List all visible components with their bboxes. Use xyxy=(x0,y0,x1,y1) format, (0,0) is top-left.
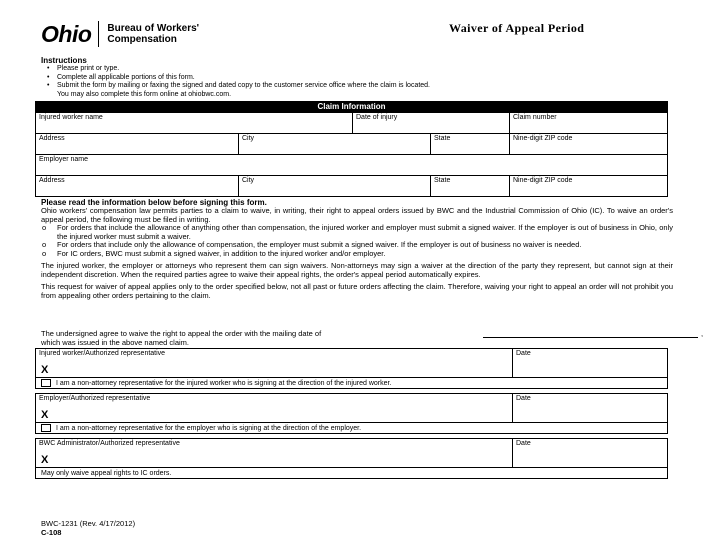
signature-label: BWC Administrator/Authorized representative xyxy=(39,440,180,447)
non-attorney-checkbox-row xyxy=(36,422,667,433)
field-label: Injured worker name xyxy=(39,114,103,121)
date-label: Date xyxy=(516,350,531,357)
bwc-administrator-date-field[interactable] xyxy=(512,439,667,467)
employer-address-field[interactable] xyxy=(36,176,238,196)
option-text: For orders that include only the allowance of compensation, the employer must submit a signed waiver. If the employer is out of business no waiver is needed. xyxy=(57,240,582,249)
form-revision: BWC-1231 (Rev. 4/17/2012) xyxy=(41,519,136,528)
instructions-heading: Instructions xyxy=(41,56,87,65)
waive-comma: , xyxy=(701,329,704,338)
form-title: Waiver of Appeal Period xyxy=(449,21,585,35)
injured-worker-signature-block xyxy=(35,348,668,389)
employer-zip-field[interactable] xyxy=(509,176,667,196)
form-code: C-108 xyxy=(41,528,62,537)
field-label: City xyxy=(242,135,255,142)
instruction-continuation: You may also complete this form online at ohiobwc.com. xyxy=(57,90,232,98)
waiver-information-text xyxy=(41,198,673,300)
field-label: Address xyxy=(39,177,65,184)
employer-date-field[interactable] xyxy=(512,394,667,422)
injured-worker-date-field[interactable] xyxy=(512,349,667,377)
logo-bureau-name xyxy=(107,23,199,45)
signature-x-mark: X xyxy=(41,454,49,466)
bullet-icon: • xyxy=(47,65,50,72)
signature-row xyxy=(36,439,667,467)
instruction-text: Complete all applicable portions of this form. xyxy=(57,73,195,81)
signature-label: Employer/Authorized representative xyxy=(39,395,151,402)
non-attorney-employer-checkbox[interactable] xyxy=(41,424,51,432)
field-label: Employer name xyxy=(39,156,89,163)
waive-statement-line-1: The undersigned agree to waive the right to appeal the order with the mailing date of xyxy=(41,329,322,338)
logo-ohio-text: Ohio xyxy=(41,20,92,47)
signature-x-mark: X xyxy=(41,364,49,376)
option-item xyxy=(41,224,673,241)
option-text: For orders that include the allowance of anything other than compensation, the injured worker and employer must submit a signed waiver. If the employer is out of business in Ohio, only the injured worker must submit a waiver. xyxy=(57,223,673,241)
field-label: Nine-digit ZIP code xyxy=(513,177,573,184)
request-scope-paragraph: This request for waiver of appeal applies only to the order specified below, not all past or future orders affecting the claim. Therefore, waiving your right to appeal an order will not prohibit you from appealing other orders pertaining to the claim. xyxy=(41,282,673,300)
checkbox-label: I am a non-attorney representative for the injured worker who is signing at the direction of the injured worker. xyxy=(56,379,392,387)
ic-orders-note-row xyxy=(36,467,667,478)
injured-worker-name-field[interactable] xyxy=(36,113,352,133)
employer-city-field[interactable] xyxy=(238,176,430,196)
signature-label: Injured worker/Authorized representative xyxy=(39,350,166,357)
circle-bullet-icon: o xyxy=(42,240,47,249)
circle-bullet-icon: o xyxy=(42,248,47,258)
bullet-icon: • xyxy=(47,73,50,81)
employer-state-field[interactable] xyxy=(430,176,509,196)
field-label: Date of injury xyxy=(356,114,398,121)
signature-row xyxy=(36,394,667,422)
worker-address-field[interactable] xyxy=(36,134,238,154)
date-label: Date xyxy=(516,440,531,447)
waive-statement-line-2: which was issued in the above named claim. xyxy=(41,337,189,347)
claim-number-field[interactable] xyxy=(509,113,667,133)
instruction-item xyxy=(41,74,681,83)
read-before-signing-heading: Please read the information below before signing this form. xyxy=(41,198,267,207)
claim-row-2 xyxy=(36,133,667,154)
instruction-text: Submit the form by mailing or faxing the signed and dated copy to the customer service office where the claim is located. xyxy=(57,82,431,89)
signature-x-mark: X xyxy=(41,409,49,421)
bureau-line-1: Bureau of Workers' xyxy=(107,23,200,34)
instructions-list xyxy=(41,65,681,91)
ic-orders-note: May only waive appeal rights to IC orders. xyxy=(41,469,172,477)
employer-name-field[interactable] xyxy=(36,155,667,175)
worker-city-field[interactable] xyxy=(238,134,430,154)
date-label: Date xyxy=(516,395,531,402)
instruction-item xyxy=(41,82,681,91)
non-attorney-worker-checkbox[interactable] xyxy=(41,379,51,387)
claim-information-box xyxy=(35,101,668,197)
mailing-date-input[interactable] xyxy=(483,337,698,338)
checkbox-label: I am a non-attorney representative for the employer who is signing at the direction of the employer. xyxy=(56,424,362,432)
field-label: State xyxy=(434,135,451,142)
signature-row xyxy=(36,349,667,377)
ohio-bwc-logo xyxy=(41,19,199,49)
injured-worker-signature-field[interactable] xyxy=(36,349,512,377)
non-attorney-paragraph: The injured worker, the employer or attorneys who represent them can sign waivers. Non-attorneys may sign a waiver at the direction of the party they represent, but cannot sign at their independent discretion. When the required parties agree to waive their appeal rights, the order's appeal period automatically expires. xyxy=(41,261,673,279)
claim-information-heading: Claim Information xyxy=(36,102,667,112)
claim-row-1 xyxy=(36,112,667,133)
instruction-text: Please print or type. xyxy=(57,65,120,72)
non-attorney-checkbox-row xyxy=(36,377,667,388)
worker-state-field[interactable] xyxy=(430,134,509,154)
bullet-icon: • xyxy=(47,82,50,89)
field-label: Nine-digit ZIP code xyxy=(513,135,573,142)
field-label: Address xyxy=(39,135,65,142)
field-label: City xyxy=(242,177,255,184)
intro-paragraph: Ohio workers' compensation law permits parties to a claim to waive, in writing, their right to appeal orders issued by BWC and the Industrial Commission of Ohio (IC). To waive an order's appeal period, the following must be filed in writing. xyxy=(41,206,673,224)
instruction-item xyxy=(41,65,681,74)
claim-row-4 xyxy=(36,175,667,196)
logo-divider xyxy=(98,21,99,47)
field-label: Claim number xyxy=(513,114,557,121)
option-text: For IC orders, BWC must submit a signed waiver, in addition to the injured worker and/or employer. xyxy=(57,248,386,258)
bwc-administrator-signature-field[interactable] xyxy=(36,439,512,467)
field-label: State xyxy=(434,177,451,184)
bureau-line-2: Compensation xyxy=(107,34,177,45)
claim-row-3 xyxy=(36,154,667,175)
bwc-administrator-signature-block xyxy=(35,438,668,479)
date-of-injury-field[interactable] xyxy=(352,113,509,133)
instructions-section xyxy=(41,56,681,99)
employer-signature-block xyxy=(35,393,668,434)
employer-signature-field[interactable] xyxy=(36,394,512,422)
waive-statement xyxy=(41,329,704,347)
option-item xyxy=(41,250,673,259)
circle-bullet-icon: o xyxy=(42,223,47,232)
form-footer xyxy=(41,519,135,537)
worker-zip-field[interactable] xyxy=(509,134,667,154)
